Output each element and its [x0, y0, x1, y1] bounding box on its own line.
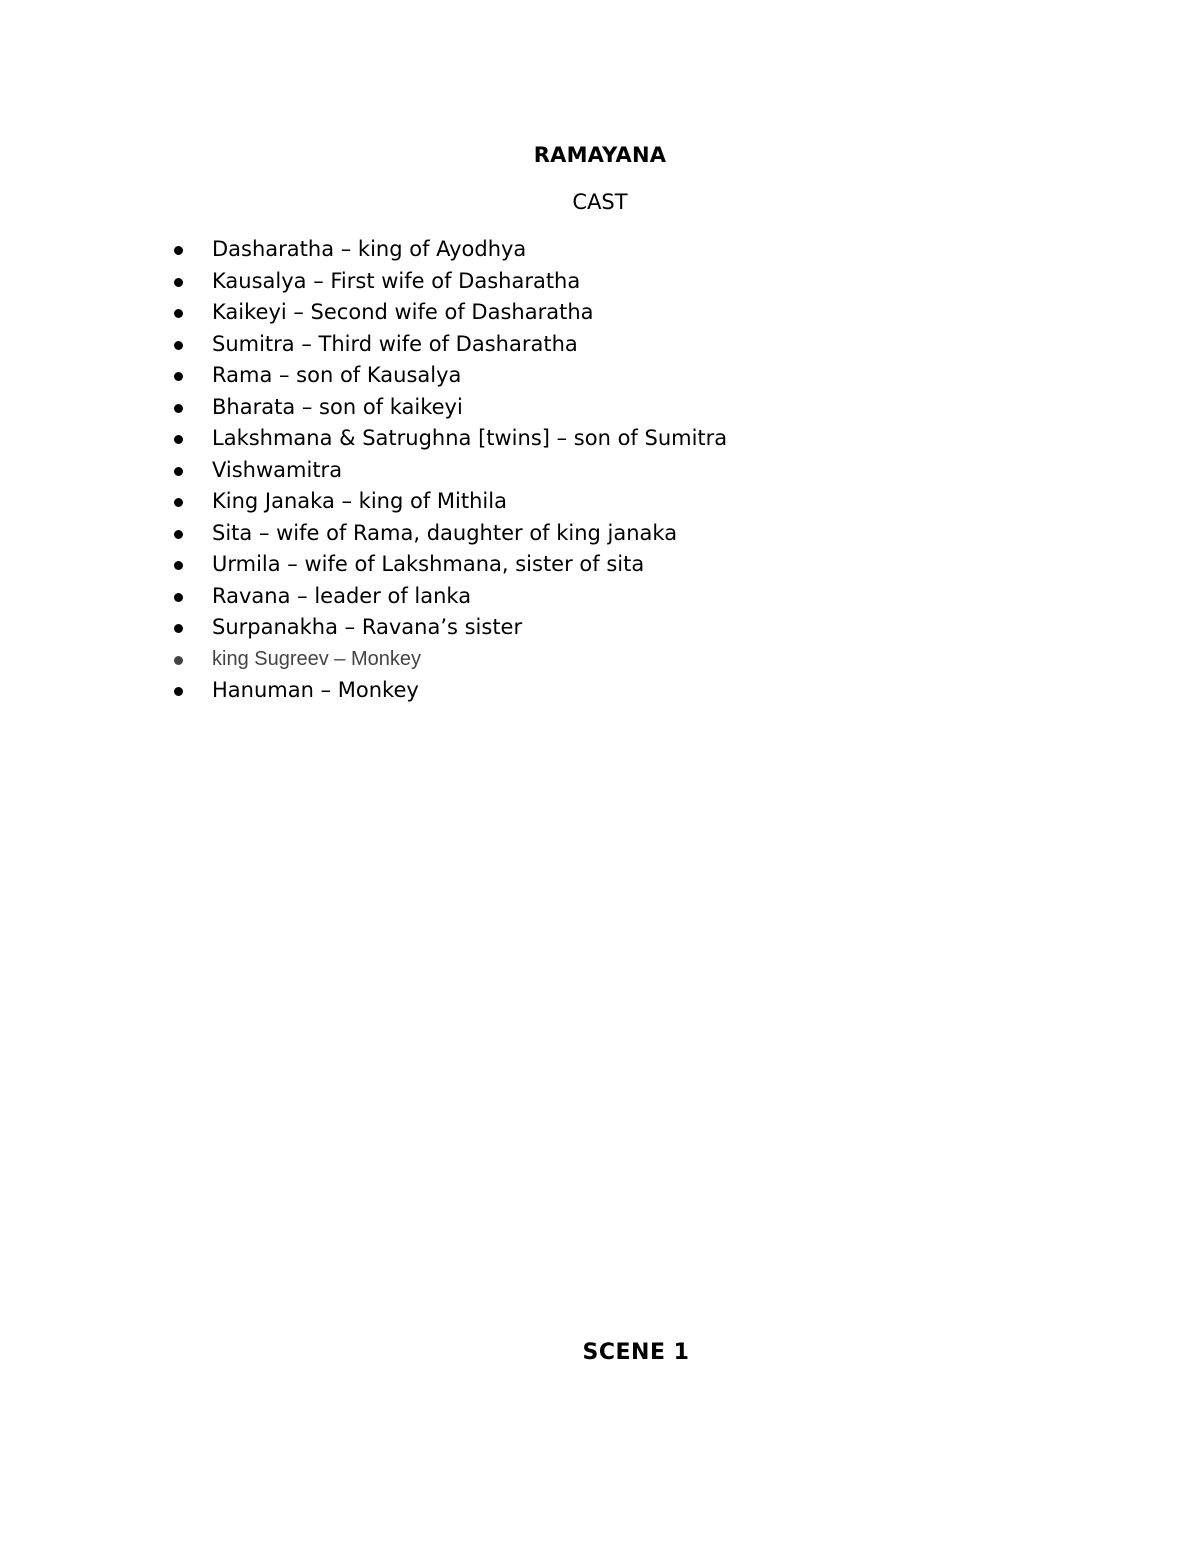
- list-item: [0, 549, 1000, 581]
- list-item: [0, 518, 1000, 550]
- bullet-icon: [174, 372, 183, 381]
- cast-entry: Kausalya – First wife of Dasharatha: [212, 268, 581, 293]
- list-item: [0, 581, 1000, 613]
- bullet-icon: [174, 593, 183, 602]
- cast-entry: Sita – wife of Rama, daughter of king janaka: [212, 520, 678, 545]
- bullet-icon: [174, 467, 183, 476]
- list-item: [0, 297, 1000, 329]
- list-item: [0, 486, 1000, 518]
- cast-entry: Ravana – leader of lanka: [212, 583, 472, 608]
- bullet-icon: [174, 309, 183, 318]
- cast-entry: Hanuman – Monkey: [212, 678, 419, 702]
- list-item: [0, 329, 1000, 361]
- bullet-icon: [174, 656, 183, 665]
- cast-entry: Rama – son of Kausalya: [212, 363, 462, 387]
- bullet-icon: [174, 278, 183, 287]
- cast-entry: Dasharatha – king of Ayodhya: [212, 237, 527, 261]
- list-item: [0, 360, 1000, 392]
- cast-entry: king Sugreev – Monkey: [212, 647, 422, 670]
- bullet-icon: [174, 498, 183, 507]
- list-item: [0, 644, 1000, 676]
- bullet-icon: [174, 561, 183, 570]
- document-title: RAMAYANA: [533, 143, 667, 167]
- bullet-icon: [174, 246, 183, 255]
- list-item: [0, 266, 1000, 298]
- bullet-icon: [174, 435, 183, 444]
- list-item: [0, 455, 1000, 487]
- list-item: [0, 612, 1000, 644]
- cast-entry: King Janaka – king of Mithila: [212, 489, 507, 513]
- cast-list: [0, 234, 1000, 707]
- bullet-icon: [174, 624, 183, 633]
- list-item: [0, 675, 1000, 707]
- cast-entry: Urmila – wife of Lakshmana, sister of sita: [212, 552, 645, 576]
- list-item: [0, 234, 1000, 266]
- list-item: [0, 392, 1000, 424]
- cast-entry: Sumitra – Third wife of Dasharatha: [212, 331, 578, 356]
- cast-entry: Kaikeyi – Second wife of Dasharatha: [212, 300, 594, 324]
- scene-heading: SCENE 1: [582, 1340, 690, 1365]
- cast-heading: CAST: [572, 190, 628, 214]
- bullet-icon: [174, 341, 183, 350]
- bullet-icon: [174, 530, 183, 539]
- bullet-icon: [174, 404, 183, 413]
- cast-entry: Bharata – son of kaikeyi: [212, 394, 463, 419]
- cast-entry: Lakshmana & Satrughna [twins] – son of Sumitra: [212, 426, 728, 450]
- bullet-icon: [174, 687, 183, 696]
- cast-entry: Surpanakha – Ravana’s sister: [212, 615, 523, 639]
- list-item: [0, 423, 1000, 455]
- cast-entry: Vishwamitra: [212, 457, 343, 482]
